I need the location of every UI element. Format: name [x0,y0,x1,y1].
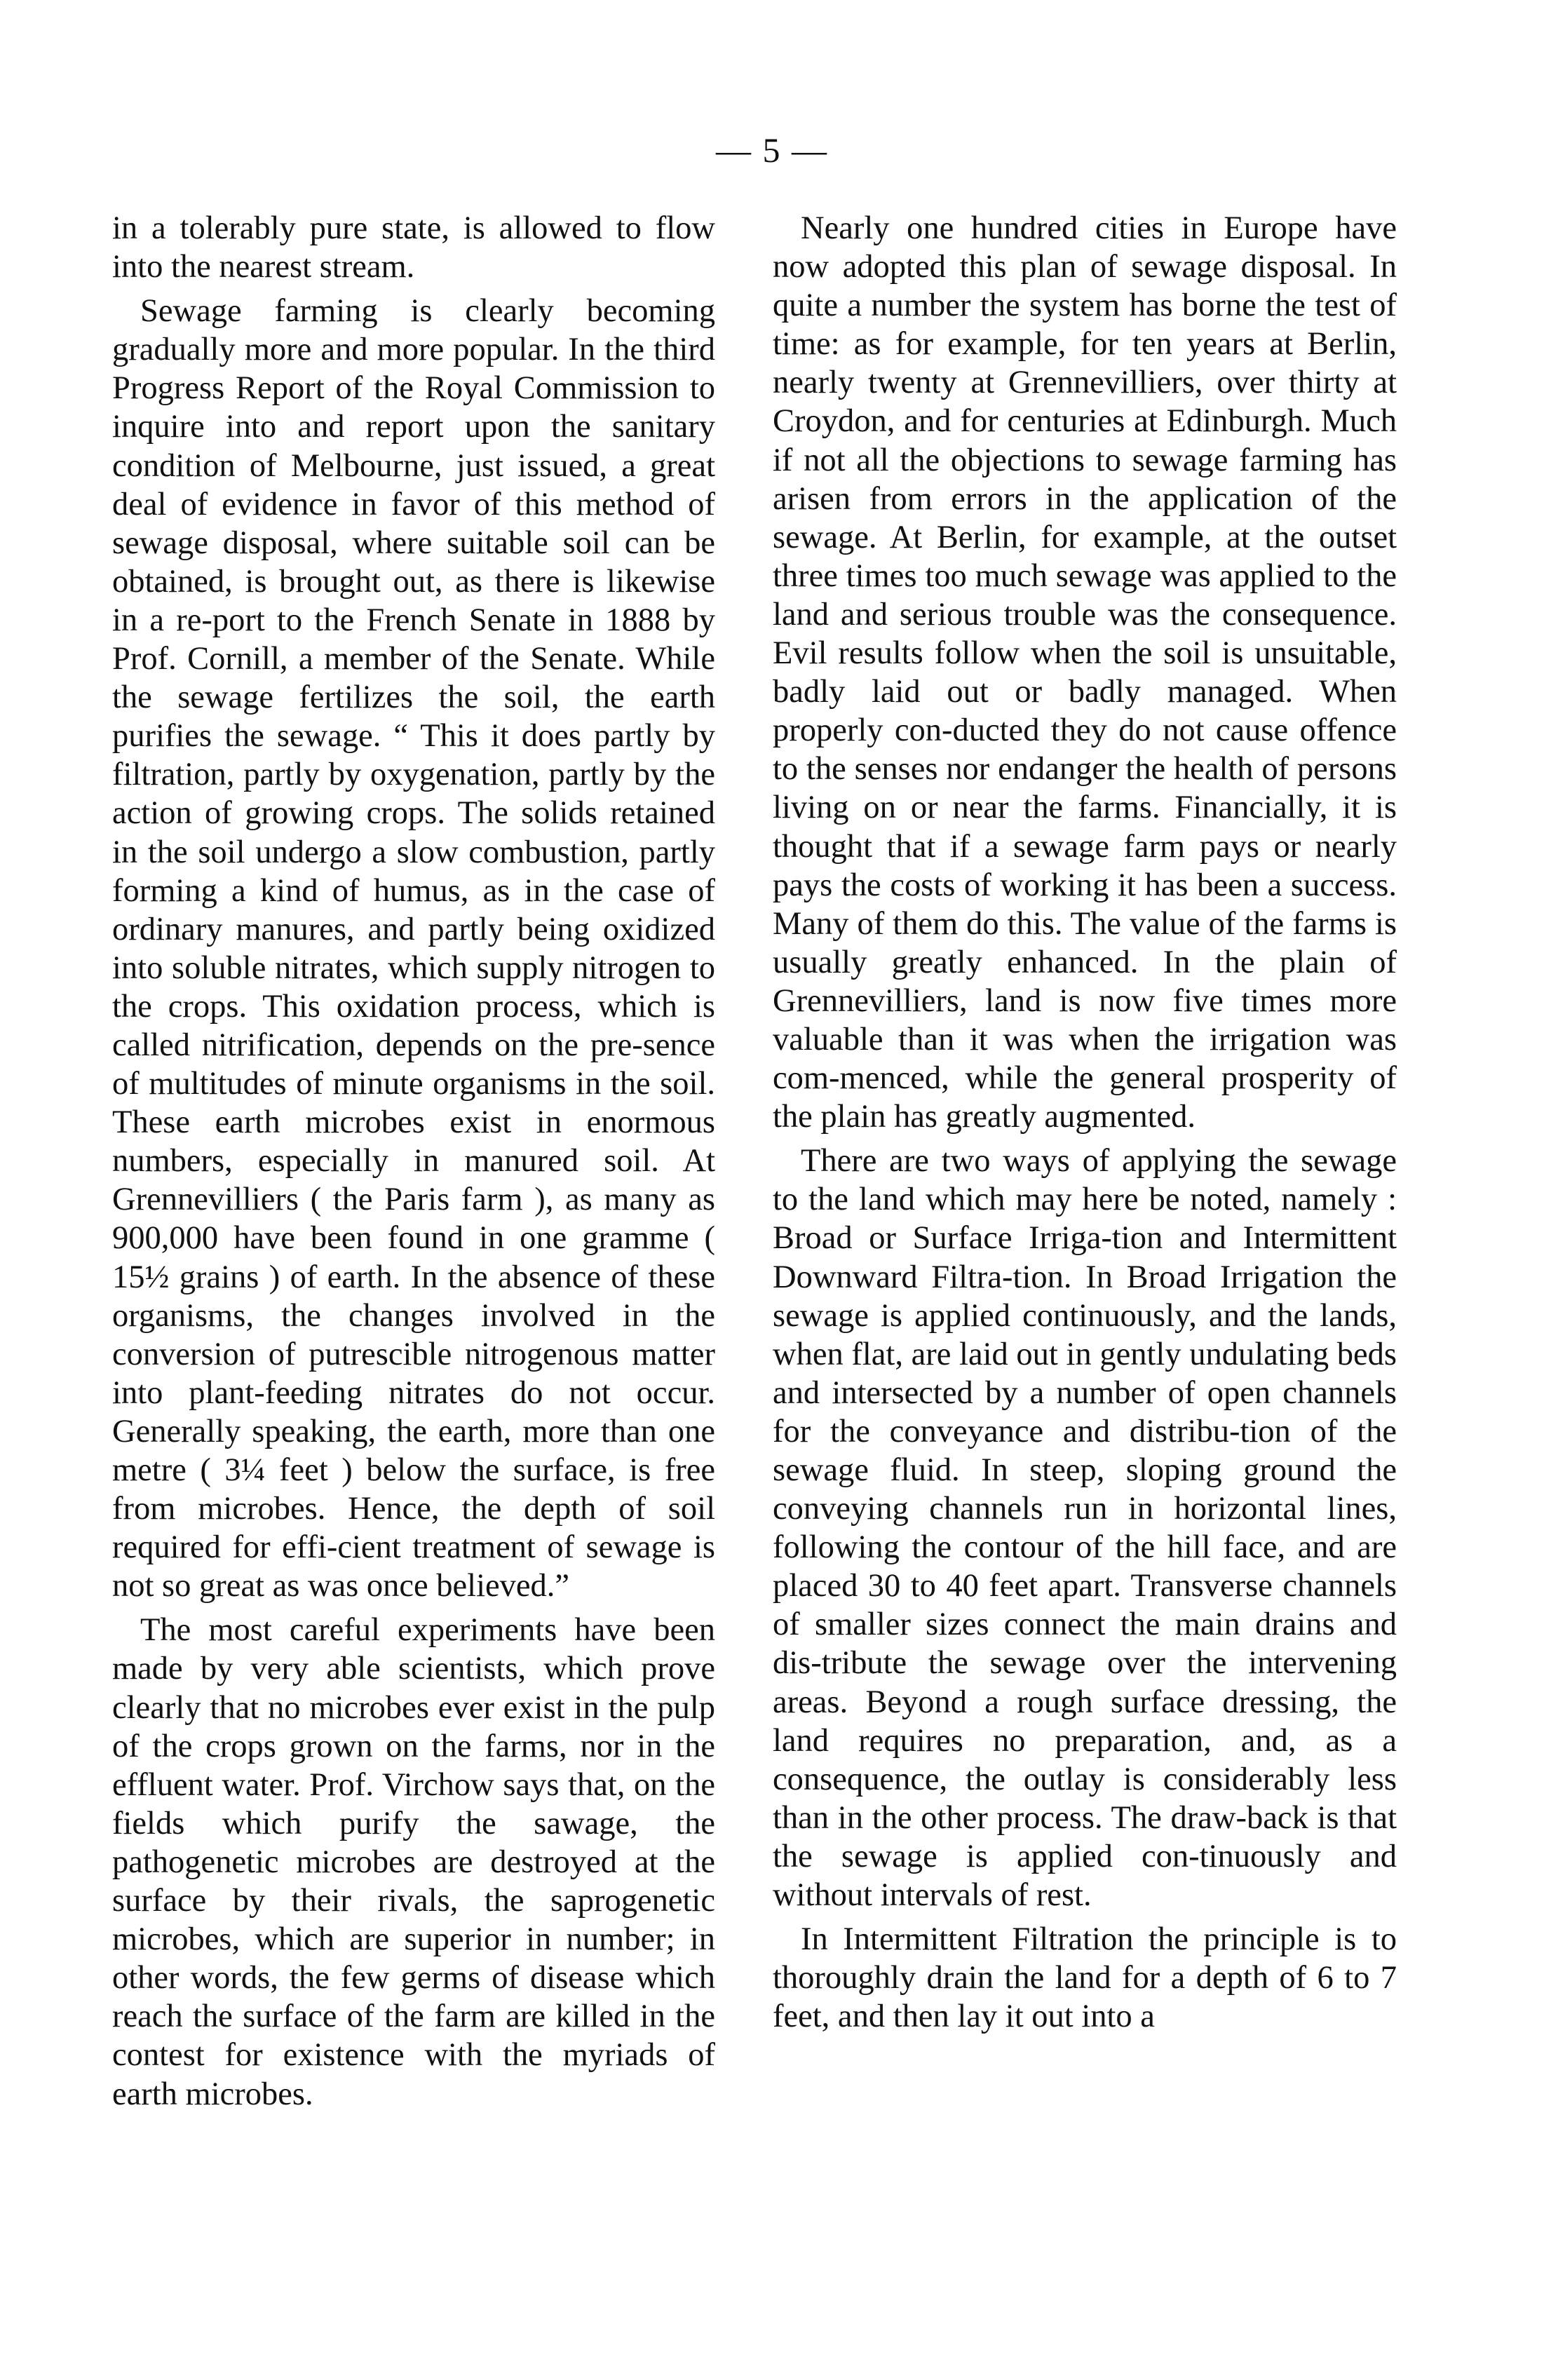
left-column [112,209,715,2114]
paragraph: In Intermittent Filtration the principle is to thoroughly drain the land for a depth of 6 to 7 feet, and then lay it out into a [773,1921,1397,2035]
paragraph: The most careful experiments have been made by very able scientists, which prove clearly that no microbes ever exist in the pulp of the crops grown on the farms, nor in the effluent water. Prof. Virchow says that, on the fields which purify the sawage, the pathogenetic microbes are destroyed at the surface by their rivals, the saprogenetic microbes, which are superior in number; in other words, the few germs of disease which reach the surface of the farm are killed in the contest for existence with the myriads of earth microbes. [112,1612,715,2112]
paragraph: in a tolerably pure state, is allowed to flow into the nearest stream. [112,210,715,285]
paragraph: Sewage farming is clearly becoming gradually more and more popular. In the third Progress Report of the Royal Commission to inquire into and report upon the sanitary condition of Melbourne, just issued, a great deal of evidence in favor of this method of sewage disposal, where suitable soil can be obtained, is brought out, as there is likewise in a re-port to the French Senate in 1888 by Prof. Cornill, a member of the Senate. While the sewage fertilizes the soil, the earth purifies the sewage. “ This it does partly by filtration, partly by oxygenation, partly by the action of growing crops. The solids retained in the soil undergo a slow combustion, partly forming a kind of humus, as in the case of ordinary manures, and partly being oxidized into soluble nitrates, which supply nitrogen to the crops. This oxidation process, which is called nitrification, depends on the pre-sence of multitudes of minute organisms in the soil. These earth microbes exist in enormous numbers, especially in manured soil. At Grennevilliers ( the Paris farm ), as many as 900,000 have been found in one gramme ( 15½ grains ) of earth. In the absence of these organisms, the changes involved in the conversion of putrescible nitrogenous matter into plant-feeding nitrates do not occur. Generally speaking, the earth, more than one metre ( 3¼ feet ) below the surface, is free from microbes. Hence, the depth of soil required for effi-cient treatment of sewage is not so great as was once believed.” [112,293,715,1604]
paragraph: There are two ways of applying the sewage to the land which may here be noted, namely : Broad or Surface Irriga-tion and Intermittent Downward Filtra-tion. In Broad Irrigation the sewage is applied continuously, and the lands, when flat, are laid out in gently undulating beds and intersected by a number of open channels for the conveyance and distribu-tion of the sewage fluid. In steep, sloping ground the conveying channels run in horizontal lines, following the contour of the hill face, and are placed 30 to 40 feet apart. Transverse channels of smaller sizes connect the main drains and dis-tribute the sewage over the intervening areas. Beyond a rough surface dressing, the land requires no preparation, and, as a consequence, the outlay is considerably less than in the other process. The draw-back is that the sewage is applied con-tinuously and without intervals of rest. [773,1143,1397,1914]
right-column [773,209,1397,2036]
page-number: — 5 — [716,130,828,170]
paragraph: Nearly one hundred cities in Europe have now adopted this plan of sewage disposal. In quite a number the system has borne the test of time: as for example, for ten years at Berlin, nearly twenty at Grennevilliers, over thirty at Croydon, and for centuries at Edinburgh. Much if not all the objections to sewage farming has arisen from errors in the application of the sewage. At Berlin, for example, at the outset three times too much sewage was applied to the land and serious trouble was the consequence. Evil results follow when the soil is unsuitable, badly laid out or badly managed. When properly con-ducted they do not cause offence to the senses nor endanger the health of persons living on or near the farms. Financially, it is thought that if a sewage farm pays or nearly pays the costs of working it has been a success. Many of them do this. The value of the farms is usually greatly enhanced. In the plain of Grennevilliers, land is now five times more valuable than it was when the irrigation was com-menced, while the general prosperity of the plain has greatly augmented. [773,210,1397,1135]
